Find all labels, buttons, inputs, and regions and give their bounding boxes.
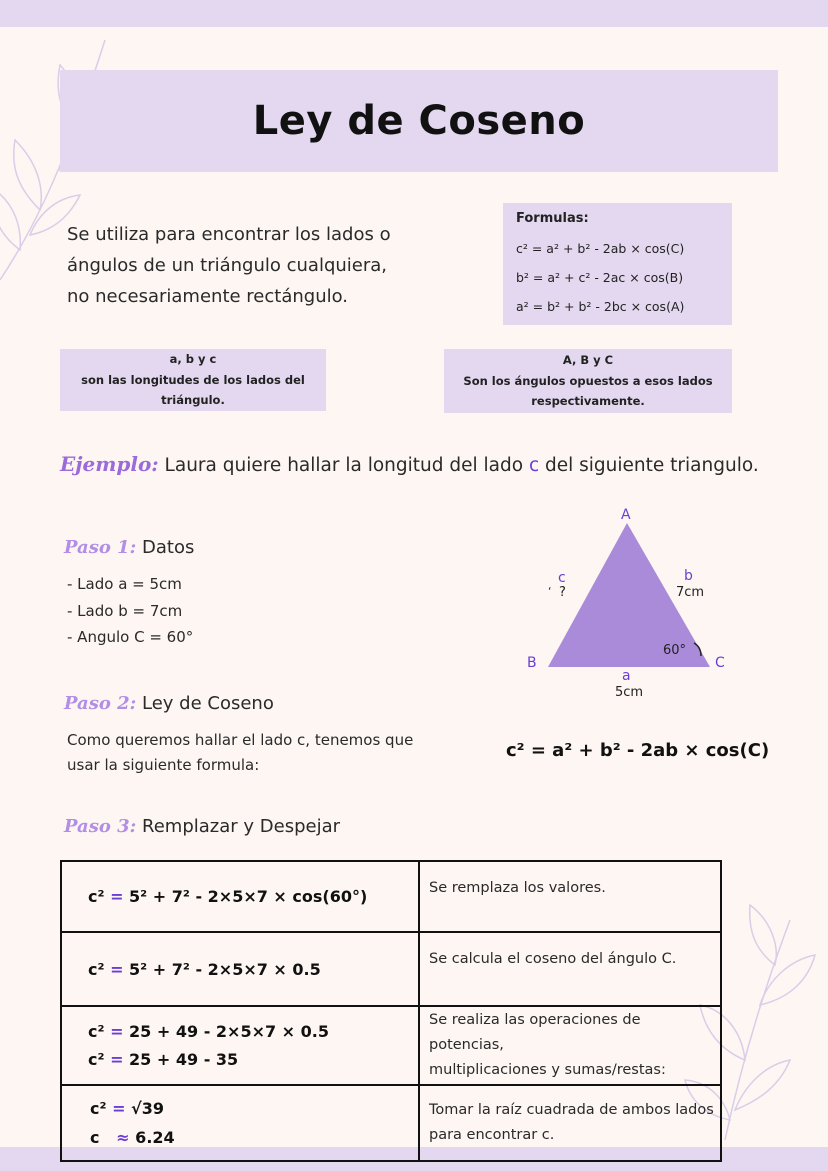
intro-line: ángulos de un triángulo cualquiera, (67, 255, 388, 276)
step2-heading (64, 693, 274, 714)
equation-line (88, 887, 417, 906)
definition-line: son las longitudes de los lados del (81, 372, 305, 387)
step2-line: Como queremos hallar el lado c, tenemos que (67, 731, 414, 749)
step2-title: Ley de Coseno (136, 693, 274, 714)
equation-lhs: c² (90, 1099, 113, 1118)
equation-cell (61, 861, 419, 932)
step3-title: Remplazar y Despejar (136, 816, 341, 837)
explanation-cell (419, 932, 721, 1006)
explanation-cell (419, 861, 721, 932)
step3-heading (64, 816, 340, 837)
side-c-label: c (558, 570, 566, 586)
explanation-line: Se realiza las operaciones de potencias, (429, 1012, 641, 1053)
step1-data-list (67, 571, 193, 651)
equation-rhs: 5² + 7² - 2×5×7 × 0.5 (123, 959, 321, 979)
equation-operator: = (110, 1049, 124, 1069)
vertex-a-label: A (621, 507, 631, 523)
equation-line (88, 1018, 417, 1046)
step1-heading (64, 537, 194, 558)
equation-rhs: 6.24 (129, 1128, 175, 1147)
vertex-c-label: C (715, 655, 725, 671)
example-label: Ejemplo: (60, 452, 159, 476)
step2-label: Paso 2: (64, 693, 137, 714)
table-row (61, 932, 721, 1006)
title-banner (60, 70, 778, 172)
side-a-value: 5cm (615, 685, 644, 700)
list-item: - Lado a = 5cm (67, 575, 182, 593)
equation-rhs: 5² + 7² - 2×5×7 × cos(60°) (123, 887, 368, 906)
equation-operator: = (110, 959, 124, 979)
intro-line: no necesariamente rectángulo. (67, 286, 349, 307)
equation-line (90, 1094, 417, 1123)
top-band (0, 0, 828, 27)
definition-line: a, b y c (169, 352, 217, 367)
intro-text (67, 219, 447, 312)
equation-rhs: 25 + 49 - 35 (123, 1049, 239, 1069)
explanation-line: Tomar la raíz cuadrada de ambos lados (429, 1102, 714, 1118)
equation-lhs: c (90, 1128, 117, 1147)
equation-operator: ≈ (116, 1128, 130, 1147)
step2-line: usar la siguiente formula: (67, 756, 260, 774)
definition-line: triángulo. (161, 393, 225, 408)
explanation-line: Se remplaza los valores. (429, 880, 606, 896)
explanation-line: Se calcula el coseno del ángulo C. (429, 951, 677, 967)
list-item: - Angulo C = 60° (67, 628, 194, 646)
side-c-value: ‘ (548, 585, 552, 598)
table-row (61, 1085, 721, 1161)
definition-angles (444, 349, 732, 413)
vertex-b-label: B (527, 655, 537, 671)
formula-c: c² = a² + b² - 2ab × cos(C) (516, 241, 685, 256)
definition-sides (60, 349, 326, 411)
definition-line: A, B y C (562, 353, 614, 368)
equation-rhs: √39 (125, 1099, 164, 1118)
equation-rhs: 25 + 49 - 2×5×7 × 0.5 (123, 1021, 329, 1041)
step1-label: Paso 1: (64, 537, 137, 558)
formulas-box (503, 203, 732, 325)
steps-table (60, 860, 722, 1162)
explanation-cell (419, 1085, 721, 1161)
triangle-diagram (510, 500, 770, 710)
equation-line (90, 1123, 417, 1152)
equation-operator: = (110, 887, 124, 906)
example-text: Laura quiere hallar la longitud del lado (158, 455, 529, 476)
equation-lhs: c² (88, 1021, 111, 1041)
example-highlight: c (528, 455, 540, 476)
angle-value: 60° (663, 643, 687, 658)
definition-line: Son los ángulos opuestos a esos lados (463, 373, 713, 388)
law-of-cosines-formula: c² = a² + b² - 2ab × cos(C) (506, 740, 770, 761)
side-b-value: 7cm (676, 585, 705, 600)
equation-operator: = (110, 1021, 124, 1041)
explanation-line: multiplicaciones y sumas/restas: (429, 1062, 666, 1078)
formula-a: a² = b² + b² - 2bc × cos(A) (516, 299, 685, 314)
definition-line: respectivamente. (531, 394, 645, 409)
step3-label: Paso 3: (64, 816, 137, 837)
explanation-line: para encontrar c. (429, 1127, 555, 1143)
list-item: - Lado b = 7cm (67, 601, 183, 620)
page-title: Ley de Coseno (252, 98, 586, 144)
equation-cell (61, 1006, 419, 1085)
step2-text (67, 728, 467, 778)
equation-lhs: c² (88, 959, 111, 979)
explanation-cell (419, 1006, 721, 1085)
table-row (61, 1006, 721, 1085)
equation-cell (61, 1085, 419, 1161)
step1-title: Datos (136, 537, 195, 558)
side-b-label: b (684, 568, 693, 584)
formula-b: b² = a² + c² - 2ac × cos(B) (516, 270, 684, 285)
side-a-label: a (622, 668, 631, 684)
equation-lhs: c² (88, 887, 111, 906)
table-row (61, 861, 721, 932)
equation-line (88, 1046, 417, 1074)
example-text-end: del siguiente triangulo. (539, 455, 759, 476)
equation-cell (61, 932, 419, 1006)
equation-operator: = (112, 1099, 126, 1118)
example-statement (60, 452, 820, 476)
equation-lhs: c² (88, 1049, 111, 1069)
equation-line (88, 960, 417, 979)
formulas-heading: Formulas: (516, 211, 589, 226)
intro-line: Se utiliza para encontrar los lados o (67, 224, 391, 245)
side-c-value: ? (559, 585, 566, 600)
